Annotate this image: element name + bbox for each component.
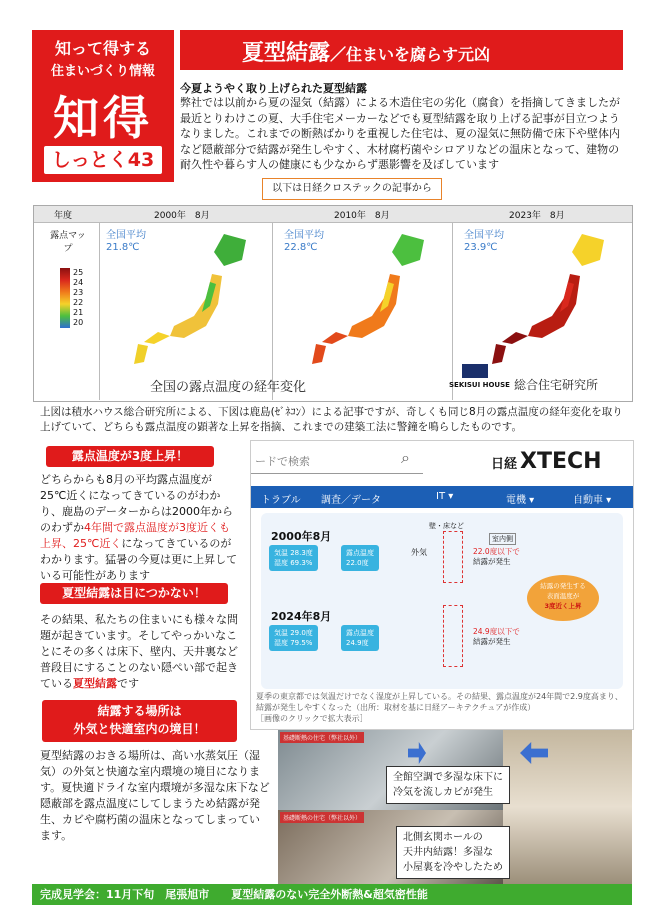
row1-dew: 露点温度 22.0度 [341,545,379,571]
indoor-label: 室内側 [489,533,516,545]
page-title [180,30,623,70]
title-sub: ／住まいを腐らす元凶 [330,45,491,64]
row2-dew: 露点温度 24.9度 [341,625,379,651]
photo1-label: 基礎断熱の住宅（弊社以外） [280,732,364,743]
map-legend [60,268,83,328]
xtech-nav [251,486,633,508]
callout-underfloor: 全館空調で多湿な床下に 冷気を流しカビが発生 [386,766,510,804]
legend-20: 20 [73,318,84,327]
map-header-2000: 2000年 8月 [154,211,210,221]
section2-text: その結果、私たちの住まいにも様々な問題が起きています。そしてやっかいなことにその多くは床下、壁内、天井裏など普段目にすることのない隠ぺい部で起きている夏型結露です [40,613,238,690]
nav-denki[interactable]: 電機 ▾ [506,495,535,506]
legend-title: 露点マップ [50,231,86,254]
section1-text: どちらからも8月の平均露点温度が25℃近くになってきているのがわかり、鹿島のデーターからは2000年からのわずか4年間で露点温度が3度近くも上昇、25℃近くになってきているのがわかります。猛暑の今夏は更に上昇している可能性があります [40,473,238,582]
row1-year: 2000年8月 [271,530,332,543]
nav-trouble[interactable]: トラブル [261,495,301,506]
row2-year: 2024年8月 [271,610,332,623]
souken-label: 総合住宅研究所 [514,378,599,392]
japan-map-2023 [472,226,622,376]
row2-result: 24.9度以下で 結露が発生 [473,627,520,646]
row2-climate: 気温 29.0度 湿度 79.5% [269,625,318,651]
xtech-logo: 日経 XTECH [491,449,602,474]
section3-header: 結露する場所は 外気と快適室内の境目！ [42,700,237,742]
avg-2023: 全国平均 23.9℃ [464,230,504,253]
section2-header: 夏型結露は目につかない！ [40,583,228,604]
legend-21: 21 [73,308,84,317]
photo2-label: 基礎断熱の住宅（弊社以外） [280,812,364,823]
badge-line2: 住まいづくり情報 [50,64,155,79]
japan-map-2000 [114,226,264,376]
source-note: 以下は日経クロステックの記事から [262,178,442,200]
xtech-search-bar[interactable] [251,441,441,479]
nav-survey[interactable]: 調査／データ [321,495,381,506]
badge-line1: 知って得する [54,39,151,58]
map-header-row [34,206,632,223]
wall-box-2 [443,605,463,667]
dewpoint-diagram [261,513,623,689]
section3-text: 夏型結露のおきる場所は、高い水蒸気圧（湿気）の外気と快適な室内環境の境目になります。夏快適ドライな室内環境が多湿な床下など隠蔽部を露点温度にしてしまうため結露が発生、カビや腐朽菌の温床となってしまっています。 [40,749,270,842]
legend-23: 23 [73,288,84,297]
legend-24: 24 [73,278,84,287]
footer-bar [32,884,632,905]
intro-heading: 今夏ようやく取り上げられた夏型結露 [180,82,367,95]
avg-2010: 全国平均 22.8℃ [284,230,324,253]
section1-header: 露点温度が3度上昇！ [46,446,214,467]
intro-text: 弊社では以前から夏の湿気（結露）による木造住宅の劣化（腐食）を指摘してきましたが最近とりわけこの夏、大手住宅メーカーなどでも夏型結露を取り上げる記事が目立つようなりました。これまでの断熱ばかりを重視した住宅は、夏の湿気に無防備で床下や壁体内など隠蔽部分で結露が発生しやすく、木材腐朽菌やシロアリなどの温床となって、建物の耐久性や暮らす人の健康にも少なからず悪影響を及ぼしています [180,96,620,171]
comparison-paragraph: 上図は積水ハウス総合研究所による、下図は鹿島(ｾﾞﾈｺﾝ）による記事ですが、奇しくも同じ8月の露点温度の経年変化を取り上げていて、どちらも露点温度の顕著な上昇を指摘、これまでの建築工法に警鐘を鳴らしたものです。 [40,406,623,433]
rise-callout: 結露の発生する 表面温度が 3度近く上昇 [527,575,599,621]
map-caption: 全国の露点温度の経年変化 [150,380,307,395]
nav-auto[interactable]: 自動車 ▾ [573,495,612,506]
map-header-2010: 2010年 8月 [334,211,390,221]
row1-climate: 気温 28.3度 湿度 69.3% [269,545,318,571]
japan-map-2010 [292,226,442,376]
xtech-caption: 夏季の東京都では気温だけでなく湿度が上昇している。その結果、露点温度が24年間で2.9度高まり、結露が発生しやすくなった（出所：取材を基に日経アーキテクチュアが作成） ［画像のクリックで拡大表示］ [256,692,623,723]
callout-ceiling: 北側玄関ホールの 天井内結露！多湿な 小屋裏を冷やしたため [396,826,510,879]
row1-result: 22.0度以下で 結露が発生 [473,547,520,566]
wall-box-1 [443,531,463,583]
search-icon[interactable]: ⌕ [401,448,410,467]
sekisui-logo-text: SEKISUI HOUSE [449,381,510,389]
dewpoint-map-figure [33,205,633,402]
logo-badge [32,30,174,182]
footer-text: 完成見学会：11月下旬 尾張旭市 夏型結露のない完全外断熱&超気密性能 [40,888,428,901]
badge-issue: しっとく43 [44,146,162,174]
avg-2000: 全国平均 21.8℃ [106,230,146,253]
xtech-article-figure [250,440,634,730]
year-label: 年度 [54,211,73,221]
search-placeholder: ードで検索 [255,455,310,468]
map-header-2023: 2023年 8月 [509,211,565,221]
sekisui-logo-icon [462,364,488,378]
badge-title: 知得 [53,91,153,145]
wall-label: 壁・床など [429,522,464,530]
legend-25: 25 [73,268,84,277]
legend-22: 22 [73,298,84,307]
outside-label: 外気 [411,548,427,557]
title-main: 夏型結露 [242,41,331,66]
nav-it[interactable]: IT ▾ [436,491,454,502]
